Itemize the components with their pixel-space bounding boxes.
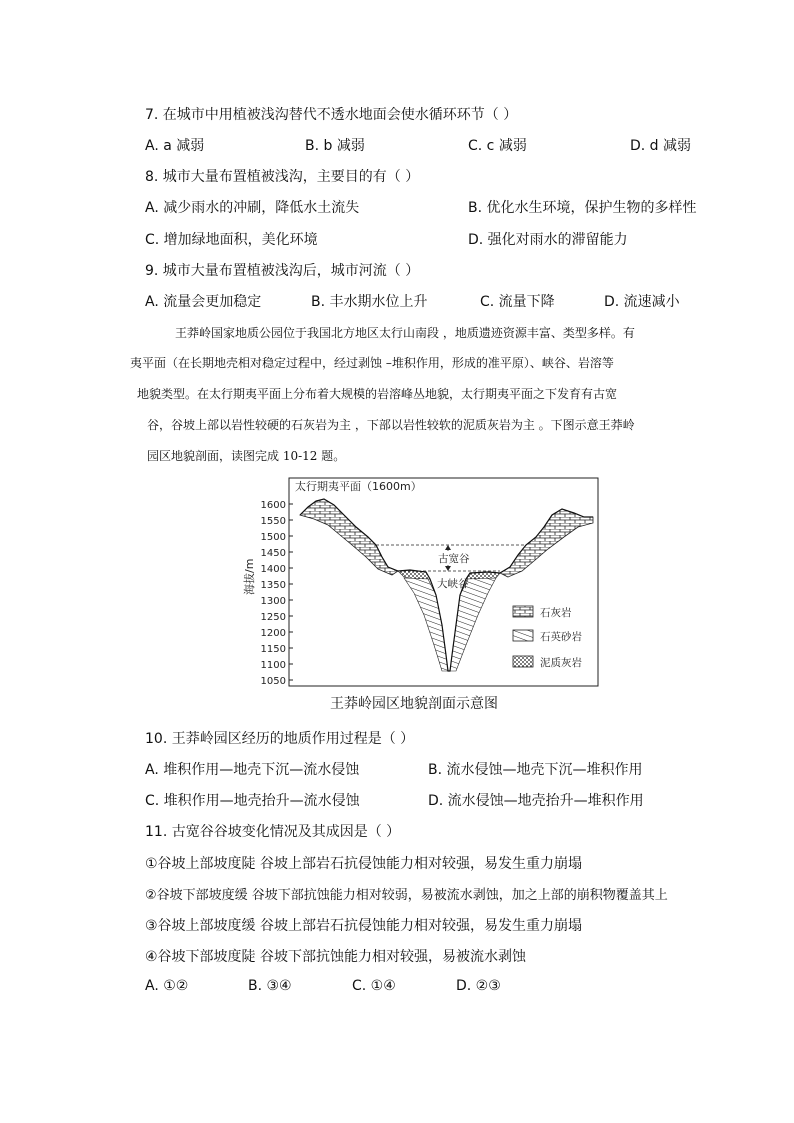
y-tick-1300: 1300: [260, 596, 286, 607]
y-tick-1150: 1150: [260, 644, 286, 655]
q11-item-4: ④谷坡下部坡度陡 谷坡下部抗蚀能力相对较强，易被流水剥蚀: [145, 949, 526, 965]
question-8-stem: 8. 城市大量布置植被浅沟，主要目的有（ ）: [145, 169, 420, 185]
q8-option-b: B. 优化水生环境，保护生物的多样性: [468, 200, 697, 216]
q10-option-d: D. 流水侵蚀—地壳抬升—堆积作用: [428, 793, 644, 809]
q11-item-2: ②谷坡下部坡度缓 谷坡下部抗蚀能力相对较弱，易被流水剥蚀，加之上部的崩积物覆盖其上: [145, 888, 668, 903]
q7-option-a: A. a 减弱: [145, 138, 205, 154]
right-sandstone: [450, 578, 496, 671]
question-7-stem: 7. 在城市中用植被浅沟替代不透水地面会使水循环环节（ ）: [145, 107, 518, 123]
passage-line-5: 园区地貌剖面，读图完成 10-12 题。: [147, 449, 346, 463]
profile-diagram: [243, 475, 600, 690]
question-10-stem: 10. 王莽岭园区经历的地质作用过程是（ ）: [145, 731, 415, 747]
q8-option-a: A. 减少雨水的冲刷，降低水土流失: [145, 200, 360, 216]
legend-swatch-sandstone: [513, 630, 533, 641]
q11-item-1: ①谷坡上部坡度陡 谷坡上部岩石抗侵蚀能力相对较强，易发生重力崩塌: [145, 856, 582, 872]
legend-swatch-limestone: [513, 606, 533, 617]
q8-option-d: D. 强化对雨水的滞留能力: [468, 232, 628, 248]
q9-option-d: D. 流速减小: [604, 294, 680, 310]
q11-option-d: D. ②③: [456, 978, 501, 994]
q9-option-a: A. 流量会更加稳定: [145, 294, 262, 310]
passage-line-3: 地貌类型。在太行期夷平面上分布着大规模的岩溶峰丛地貌，太行期夷平面之下发育有古宽: [137, 387, 618, 401]
q11-option-a: A. ①②: [145, 978, 189, 994]
legend-label-marl: 泥质灰岩: [540, 657, 582, 669]
y-tick-1550: 1550: [260, 516, 286, 527]
y-tick-1500: 1500: [260, 532, 286, 543]
q9-option-c: C. 流量下降: [480, 294, 555, 310]
q10-option-b: B. 流水侵蚀—地壳下沉—堆积作用: [428, 762, 643, 778]
q8-option-c: C. 增加绿地面积，美化环境: [145, 232, 318, 248]
q7-option-b: B. b 减弱: [305, 138, 365, 154]
passage-line-2: 夷平面（在长期地壳相对稳定过程中，经过剥蚀 –堆积作用，形成的准平原）、峡谷、岩溶等: [130, 356, 614, 370]
y-tick-1350: 1350: [260, 580, 286, 591]
y-tick-1400: 1400: [260, 564, 286, 575]
geology-profile-figure: [243, 475, 600, 690]
y-tick-1250: 1250: [260, 612, 286, 623]
y-tick-1100: 1100: [260, 660, 286, 671]
left-limestone: [300, 499, 398, 575]
y-tick-1050: 1050: [260, 676, 286, 687]
q11-option-c: C. ①④: [352, 978, 396, 994]
q7-option-c: C. c 减弱: [468, 138, 527, 154]
ancient-valley-label: 古宽谷: [438, 553, 470, 565]
legend-swatch-marl: [513, 656, 533, 667]
y-tick-1450: 1450: [260, 548, 286, 559]
legend-label-limestone: 石灰岩: [540, 607, 572, 619]
passage-line-1: 王莽岭国家地质公园位于我国北方地区太行山南段 ，地质遗迹资源丰富、类型多样。有: [175, 326, 635, 340]
y-tick-1600: 1600: [260, 500, 286, 511]
y-tick-1200: 1200: [260, 628, 286, 639]
q11-option-b: B. ③④: [248, 978, 292, 994]
legend-label-sandstone: 石英砂岩: [540, 631, 582, 643]
q10-option-a: A. 堆积作用—地壳下沉—流水侵蚀: [145, 762, 360, 778]
passage-line-4: 谷，谷坡上部以岩性较硬的石灰岩为主 ，下部以岩性较软的泥质灰岩为主 。下图示意王莽岭: [147, 418, 635, 432]
top-surface-label: 太行期夷平面（1600m）: [295, 480, 422, 493]
q9-option-b: B. 丰水期水位上升: [311, 294, 428, 310]
right-limestone: [500, 509, 593, 577]
canyon-label: 大峡谷: [437, 578, 469, 590]
question-9-stem: 9. 城市大量布置植被浅沟后，城市河流（ ）: [145, 263, 420, 279]
question-11-stem: 11. 古宽谷谷坡变化情况及其成因是（ ）: [145, 824, 401, 840]
figure-caption: 王莽岭园区地貌剖面示意图: [330, 696, 498, 712]
q7-option-d: D. d 减弱: [630, 138, 692, 154]
y-axis-label: 海拔/m: [243, 558, 256, 595]
y-tick-marks: [289, 504, 293, 680]
q11-item-3: ③谷坡上部坡度缓 谷坡上部岩石抗侵蚀能力相对较强，易发生重力崩塌: [145, 918, 582, 934]
y-tick-labels: [261, 500, 286, 687]
q10-option-c: C. 堆积作用—地壳抬升—流水侵蚀: [145, 793, 360, 809]
